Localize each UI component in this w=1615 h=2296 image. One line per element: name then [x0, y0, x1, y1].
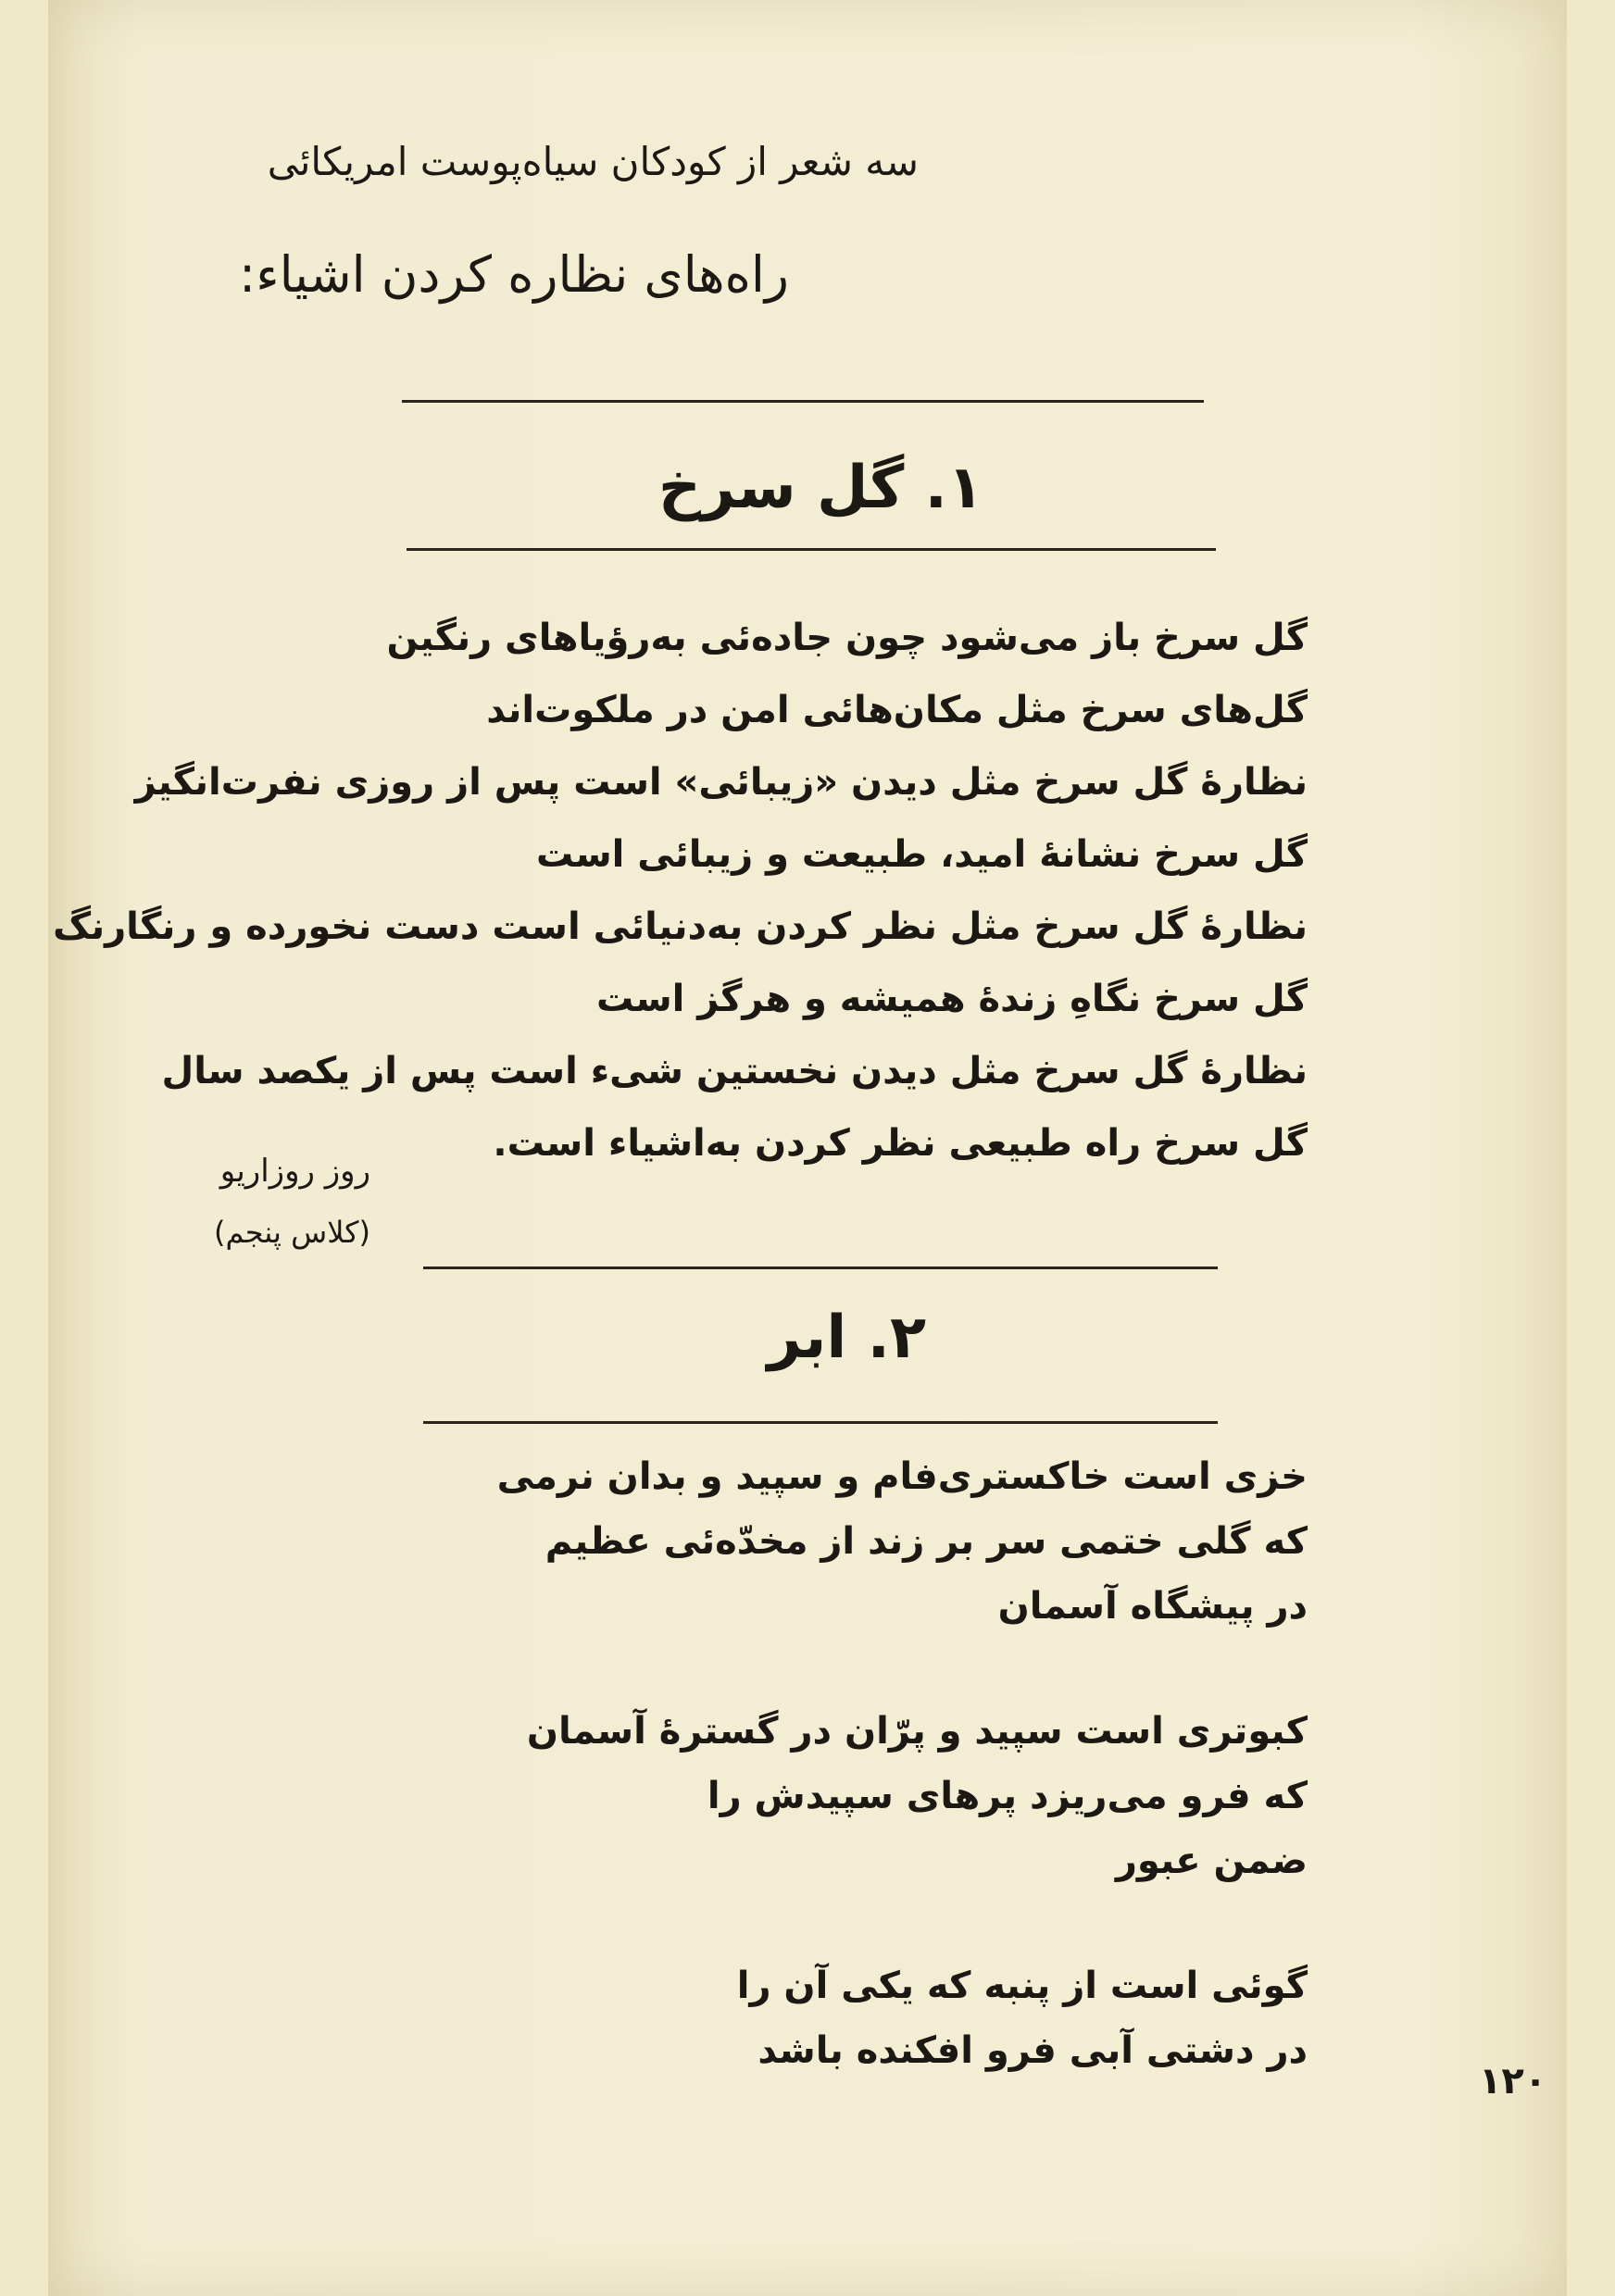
page-title: راه‌های نظاره کردن اشیاء: — [239, 245, 789, 304]
poem-line: نظارهٔ گل سرخ مثل نظر کردن به‌دنیائی است دست نخورده و رنگارنگ — [53, 905, 1308, 948]
poem-line: کبوتری است سپید و پرّان در گسترهٔ آسمان — [526, 1710, 1308, 1753]
section-rule-bottom — [407, 548, 1216, 551]
poem-1-author: روز روزاریو — [219, 1153, 370, 1190]
poem-line: در دشتی آبی فرو افکنده باشد — [757, 2029, 1308, 2072]
poem-2-stanza — [737, 1953, 1308, 2083]
poem-line: که گلی ختمی سر بر زند از مخدّه‌ئی عظیم — [545, 1520, 1308, 1563]
poem-line: گل سرخ راه طبیعی نظر کردن به‌اشیاء است. — [493, 1122, 1308, 1165]
poem-line: نظارهٔ گل سرخ مثل دیدن «زیبائی» است پس از روزی نفرت‌انگیز — [134, 761, 1308, 804]
section-rule-top — [402, 400, 1204, 403]
book-subtitle: سه شعر از کودکان سیاه‌پوست امریکائی — [267, 139, 919, 184]
poem-2-title: ۲. ابر — [767, 1304, 926, 1372]
page-sheet — [48, 0, 1567, 2296]
poem-line: ضمن عبور — [1115, 1840, 1308, 1882]
poem-line: نظارهٔ گل سرخ مثل دیدن نخستین شیء است پس از یکصد سال — [161, 1050, 1308, 1092]
page-number: ۱۲۰ — [1479, 2060, 1547, 2103]
poem-1-title: ۱. گل سرخ — [657, 454, 983, 522]
poem-2-stanza — [497, 1444, 1308, 1639]
section-rule-top — [423, 1267, 1218, 1269]
poem-2-stanza — [527, 1699, 1308, 1893]
poem-line: خزی است خاکستری‌فام و سپید و بدان نرمی — [496, 1455, 1308, 1498]
poem-line: گل سرخ نشانهٔ امید، طبیعت و زیبائی است — [535, 833, 1308, 876]
poem-line: که فرو می‌ریزد پرهای سپیدش را — [707, 1775, 1308, 1817]
poem-1-body — [53, 602, 1308, 1179]
poem-line: گوئی است از پنبه که یکی آن را — [736, 1965, 1308, 2007]
poem-line: در پیشگاه آسمان — [997, 1585, 1308, 1628]
poem-1-author-note: (کلاس پنجم) — [213, 1215, 370, 1250]
poem-line: گل سرخ باز می‌شود چون جاده‌ئی به‌رؤیاهای رنگین — [386, 617, 1308, 659]
section-rule-bottom — [423, 1421, 1218, 1424]
poem-line: گل‌های سرخ مثل مکان‌هائی امن در ملکوت‌اند — [486, 689, 1308, 731]
poem-line: گل سرخ نگاهِ زندهٔ همیشه و هرگز است — [595, 978, 1308, 1020]
